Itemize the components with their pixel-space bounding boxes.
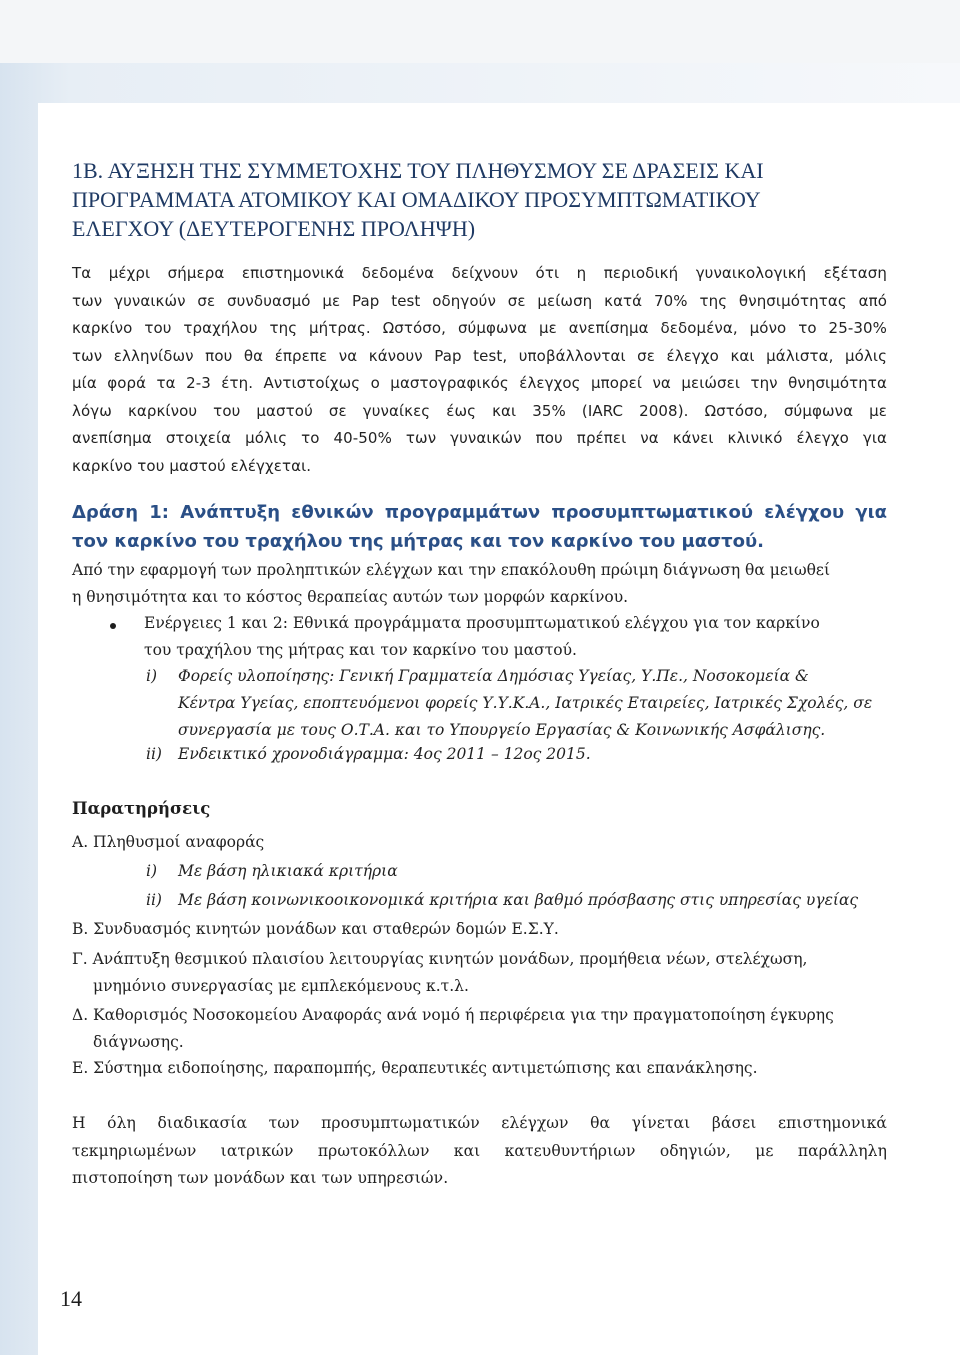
intro-paragraph (72, 260, 887, 480)
intro-line: Τα μέχρι σήμερα επιστημονικά δεδομένα δείχνουν ότι η περιοδική γυναικολογική εξέταση (72, 264, 887, 282)
closing-paragraph (72, 1110, 887, 1193)
observation-b: Β. Συνδυασμός κινητών μονάδων και σταθερών δομών Ε.Σ.Υ. (72, 920, 559, 938)
sub-item-i (178, 663, 890, 744)
action-body-line: η θνησιμότητα και το κόστος θεραπείας αυτών των μορφών καρκίνου. (72, 588, 629, 606)
bullet-item (144, 610, 889, 664)
intro-line: καρκίνο του τραχήλου της μήτρας. Ωστόσο, σύμφωνα με ανεπίσημα δεδομένα, μόνο το 25-30% (72, 319, 887, 337)
observation-c-line: μνημόνιο συνεργασίας με εμπλεκόμενους κ.τ.λ. (93, 977, 469, 995)
observation-a: Α. Πληθυσμοί αναφοράς (72, 833, 265, 851)
intro-line: καρκίνο του μαστού ελέγχεται. (72, 456, 312, 475)
action-heading-line: τον καρκίνο του τραχήλου της μήτρας και τον καρκίνο του μαστού. (72, 531, 765, 552)
sub-item-i-line: Κέντρα Υγείας, εποπτευόμενοι φορείς Υ.Υ.Κ.Α., Ιατρικές Εταιρείες, Ιατρικές Σχολές, σε (178, 694, 873, 712)
observation-c (72, 946, 887, 1000)
observation-d-line: διάγνωσης. (93, 1033, 184, 1051)
intro-line: λόγω καρκίνου του μαστού σε γυναίκες έως και 35% (IARC 2008). Ωστόσο, σύμφωνα με (72, 401, 887, 420)
page-top-band (0, 0, 960, 63)
intro-line: ανεπίσημα στοιχεία μόλις το 40-50% των γυναικών που πρέπει να κάνει κλινικό έλεγχο για (72, 429, 887, 447)
observation-a-ii-marker: ii) (146, 891, 162, 909)
intro-line: των γυναικών σε συνδυασμό με Pap test οδηγούν σε μείωση κατά 70% της θνησιμότητας από (72, 291, 887, 310)
section-title-line: ΕΛΕΓΧΟΥ (ΔΕΥΤΕΡΟΓΕΝΗΣ ΠΡΟΛΗΨΗ) (72, 216, 476, 241)
observation-d-line: Δ. Καθορισμός Νοσοκομείου Αναφοράς ανά νομό ή περιφέρεια για την πραγματοποίηση έγκυρης (72, 1006, 834, 1024)
page-number: 14 (60, 1286, 82, 1311)
observation-d (72, 1002, 887, 1056)
section-title (72, 156, 862, 243)
closing-line: Η όλη διαδικασία των προσυμπτωματικών ελέγχων θα γίνεται βάσει επιστημονικά (72, 1114, 887, 1132)
intro-line: των ελληνίδων που θα έπρεπε να κάνουν Pap test, υποβάλλονται σε έλεγχο και μάλιστα, μόλις (72, 346, 887, 365)
bullet-line: Ενέργειες 1 και 2: Εθνικά προγράμματα προσυμπτωματικού ελέγχου για τον καρκίνο (144, 614, 820, 632)
closing-line: τεκμηριωμένων ιατρικών πρωτοκόλλων και κατευθυντήριων οδηγιών, με παράλληλη (72, 1141, 887, 1160)
observation-a-i-marker: i) (146, 862, 158, 880)
observation-e: Ε. Σύστημα ειδοποίησης, παραπομπής, θεραπευτικές αντιμετώπισης και επανάκλησης. (72, 1059, 758, 1077)
sub-item-i-marker: i) (146, 667, 158, 685)
observation-a-ii: Με βάση κοινωνικοοικονομικά κριτήρια και βαθμό πρόσβασης στις υπηρεσίας υγείας (178, 891, 859, 909)
intro-line: μία φορά τα 2-3 έτη. Αντιστοίχως ο μαστογραφικός έλεγχος μπορεί να μειώσει την θνησιμότητα (72, 374, 887, 392)
action-body (72, 557, 887, 611)
section-title-line: ΠΡΟΓΡΑΜΜΑΤΑ ΑΤΟΜΙΚΟΥ ΚΑΙ ΟΜΑΔΙΚΟΥ ΠΡΟΣΥΜΠΤΩΜΑΤΙΚΟΥ (72, 187, 761, 212)
bullet-dot-icon (110, 623, 116, 629)
observation-c-line: Γ. Ανάπτυξη θεσμικού πλαισίου λειτουργίας κινητών μονάδων, προμήθεια νέων, στελέχωση, (72, 950, 808, 968)
observations-title: Παρατηρήσεις (72, 799, 211, 818)
section-title-line: 1Β. ΑΥΞΗΣΗ ΤΗΣ ΣΥΜΜΕΤΟΧΗΣ ΤΟΥ ΠΛΗΘΥΣΜΟΥ ΣΕ ΔΡΑΣΕΙΣ ΚΑΙ (72, 158, 764, 183)
bullet-line: του τραχήλου της μήτρας και τον καρκίνο του μαστού. (144, 641, 577, 659)
observation-a-i: Με βάση ηλικιακά κριτήρια (178, 862, 398, 880)
action-heading-line: Δράση 1: Ανάπτυξη εθνικών προγραμμάτων προσυμπτωματικού ελέγχου για (72, 502, 887, 523)
sub-item-ii-marker: ii) (146, 745, 162, 763)
sub-item-i-line: συνεργασία με τους Ο.Τ.Α. και το Υπουργείο Εργασίας & Κοινωνικής Ασφάλισης. (178, 721, 826, 739)
action-body-line: Από την εφαρμογή των προληπτικών ελέγχων και την επακόλουθη πρώιμη διάγνωση θα μειωθεί (72, 561, 831, 579)
action-heading (72, 498, 887, 556)
sub-item-ii: Ενδεικτικό χρονοδιάγραμμα: 4ος 2011 – 12ος 2015. (178, 745, 591, 763)
closing-line: πιστοποίηση των μονάδων και των υπηρεσιών. (72, 1169, 449, 1187)
sub-item-i-line: Φορείς υλοποίησης: Γενική Γραμματεία Δημόσιας Υγείας, Υ.Πε., Νοσοκομεία & (178, 667, 809, 685)
